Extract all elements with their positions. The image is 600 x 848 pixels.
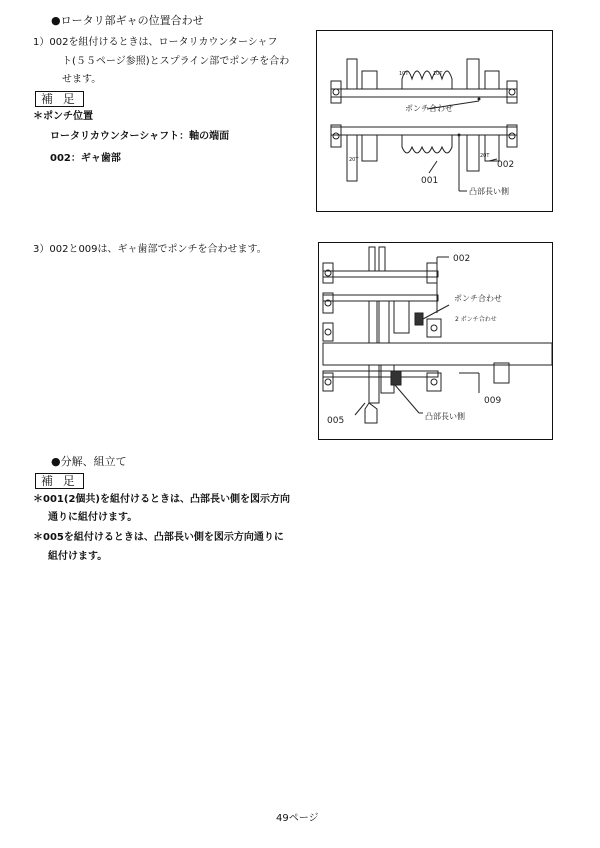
step1-line1: 1）002を組付けるときは、ロータリカウンターシャフ	[33, 37, 278, 48]
assembly-note1-line1: ＊001(2個共)を組付けるときは、凸部長い側を図示方向	[33, 494, 290, 505]
punch-position-gear: 002：ギャ歯部	[50, 153, 121, 164]
figure1-label-long-side: 凸部長い側	[469, 187, 509, 196]
assembly-note2-line2: 組付けます。	[48, 551, 108, 562]
figure2-label-005: 005	[327, 416, 345, 426]
figure-rotary-gear-alignment	[316, 30, 553, 212]
note-label-box-2: 補 足	[35, 473, 84, 489]
figure2-label-long-side: 凸部長い側	[425, 412, 465, 421]
assembly-note1-line2: 通りに組付けます。	[48, 512, 138, 523]
section-heading-rotary-gear: ●ロータリ部ギャの位置合わせ	[51, 14, 204, 27]
assembly-note2-line1: ＊005を組付けるときは、凸部長い側を図示方向通りに	[33, 532, 284, 543]
figure2-label-2punch: 2 ポンチ合わせ	[455, 316, 497, 323]
figure1-label-20t-right: 20T	[480, 153, 490, 159]
figure1-label-001: 001	[421, 176, 439, 186]
step1-line2: ト(５５ページ参照)とスプライン部でポンチを合わ	[62, 56, 290, 67]
punch-position-shaft: ロータリカウンターシャフト：軸の端面	[50, 131, 230, 142]
step1-line3: せます。	[62, 74, 102, 85]
note-label-box: 補 足	[35, 91, 84, 107]
figure2-label-punch: ポンチ合わせ	[454, 294, 502, 303]
figure1-label-20t-left: 20T	[349, 157, 359, 163]
figure-gear-009-drawing	[319, 243, 552, 439]
figure2-label-002: 002	[453, 254, 471, 264]
figure-gear-009-alignment	[318, 242, 553, 440]
step3-text: 3）002と009は、ギャ歯部でポンチを合わせます。	[33, 244, 267, 255]
figure1-label-punch: ポンチ合わせ	[405, 104, 453, 113]
page-number: 49ページ	[276, 813, 319, 824]
figure1-label-10t-right: 10T	[433, 71, 443, 77]
figure1-label-10t-left: 10T	[399, 71, 409, 77]
figure2-label-009: 009	[484, 396, 502, 406]
section-heading-disassembly: ●分解、組立て	[51, 455, 127, 468]
figure-rotary-gear-drawing	[317, 31, 552, 211]
punch-position-title: ＊ポンチ位置	[33, 111, 93, 122]
figure1-label-002: 002	[497, 160, 515, 170]
